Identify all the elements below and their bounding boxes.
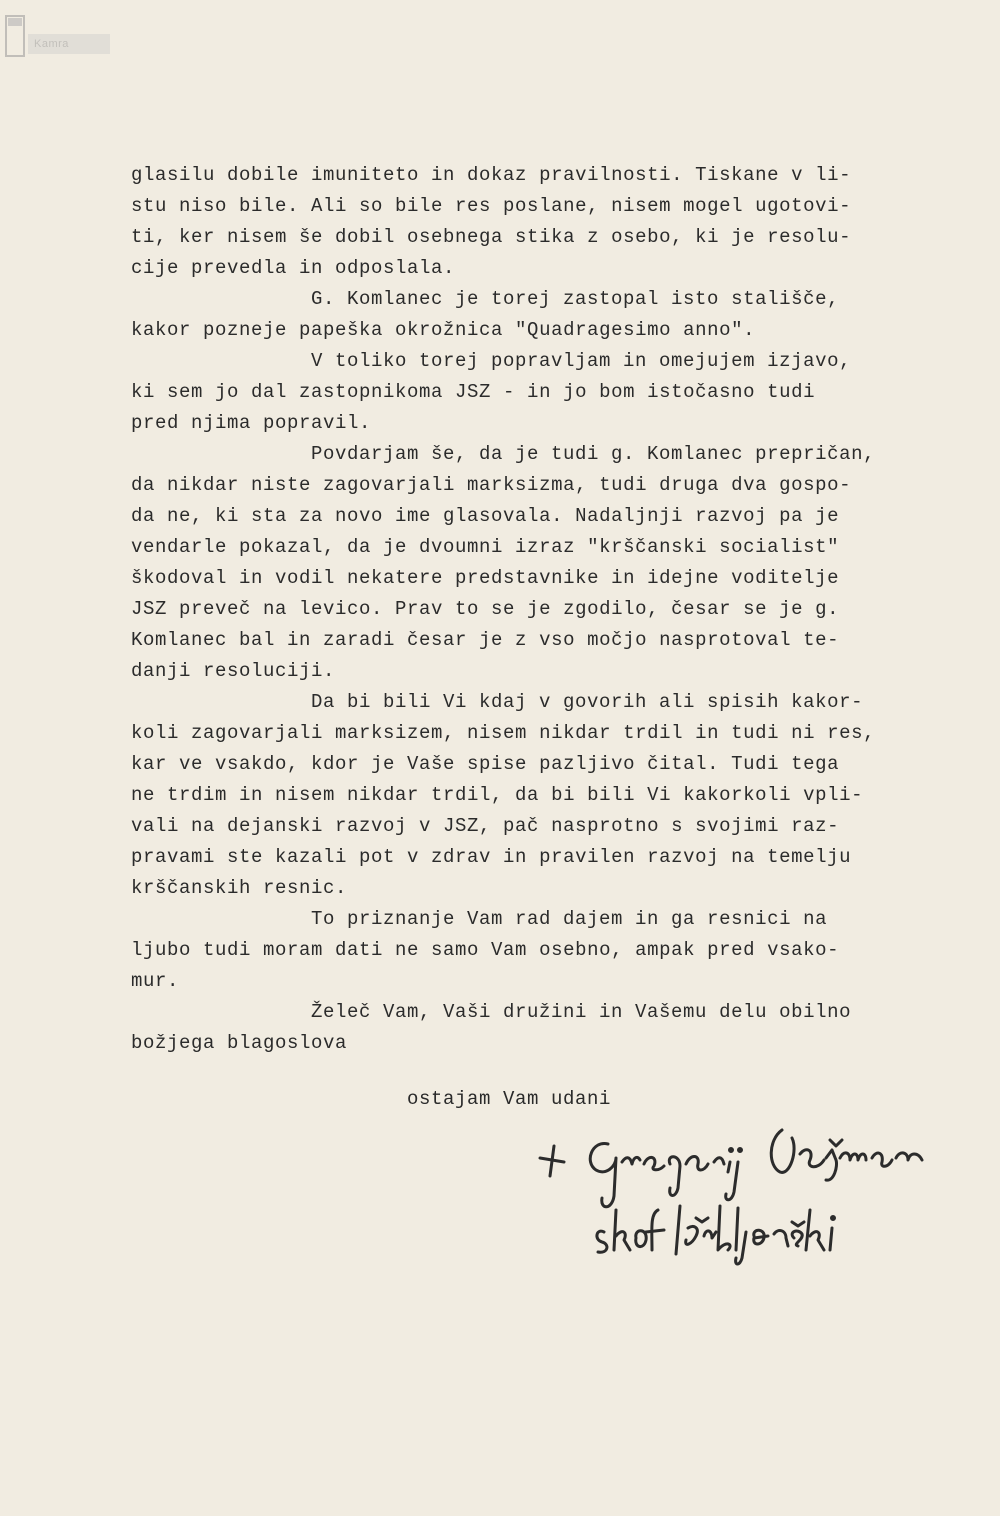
letter-line: vali na dejanski razvoj v JSZ, pač nasprotno s svojimi raz-	[131, 815, 840, 837]
letter-line: da nikdar niste zagovarjali marksizma, tudi druga dva gospo-	[131, 474, 852, 496]
letter-line: JSZ preveč na levico. Prav to se je zgodilo, česar se je g.	[131, 598, 840, 620]
letter-line: krščanskih resnic.	[131, 877, 348, 899]
letter-line: koli zagovarjali marksizem, nisem nikdar trdil in tudi ni res,	[131, 722, 876, 744]
letter-line: Komlanec bal in zaradi česar je z vso močjo nasprotoval te-	[131, 629, 840, 651]
letter-line: ljubo tudi moram dati ne samo Vam osebno, ampak pred vsako-	[131, 939, 840, 961]
closing-line: ostajam Vam udani	[407, 1088, 612, 1110]
letter-line: ki sem jo dal zastopnikoma JSZ - in jo bom istočasno tudi	[131, 381, 816, 403]
letter-line: vendarle pokazal, da je dvoumni izraz "krščanski socialist"	[131, 536, 840, 558]
letter-line: kakor pozneje papeška okrožnica "Quadragesimo anno".	[131, 319, 756, 341]
letter-line: pred njima popravil.	[131, 412, 372, 434]
watermark-text: Kamra	[34, 38, 69, 50]
letter-line: Želeč Vam, Vaši družini in Vašemu delu obilno	[311, 1001, 852, 1023]
letter-line: Povdarjam še, da je tudi g. Komlanec prepričan,	[311, 443, 876, 465]
handwritten-signature	[530, 1110, 970, 1270]
letter-body	[131, 160, 921, 1059]
letter-line: škodoval in vodil nekatere predstavnike in idejne voditelje	[131, 567, 840, 589]
letter-line: Da bi bili Vi kdaj v govorih ali spisih kakor-	[311, 691, 864, 713]
watermark-logo-icon	[4, 4, 124, 60]
letter-line: kar ve vsakdo, kdor je Vaše spise pazljivo čital. Tudi tega	[131, 753, 840, 775]
signature-icon	[530, 1110, 970, 1270]
letter-line: G. Komlanec je torej zastopal isto stališče,	[311, 288, 840, 310]
letter-line: danji resoluciji.	[131, 660, 336, 682]
archive-watermark	[4, 4, 124, 60]
letter-line: ti, ker nisem še dobil osebnega stika z osebo, ki je resolu-	[131, 226, 852, 248]
letter-line: božjega blagoslova	[131, 1032, 348, 1054]
letter-line: mur.	[131, 970, 180, 992]
letter-line: ne trdim in nisem nikdar trdil, da bi bili Vi kakorkoli vpli-	[131, 784, 864, 806]
letter-line: da ne, ki sta za novo ime glasovala. Nadaljnji razvoj pa je	[131, 505, 840, 527]
letter-line: To priznanje Vam rad dajem in ga resnici na	[311, 908, 828, 930]
letter-line: pravami ste kazali pot v zdrav in pravilen razvoj na temelju	[131, 846, 852, 868]
letter-line: cije prevedla in odposlala.	[131, 257, 456, 279]
letter-line: glasilu dobile imuniteto in dokaz pravilnosti. Tiskane v li-	[131, 164, 852, 186]
letter-line: stu niso bile. Ali so bile res poslane, nisem mogel ugotovi-	[131, 195, 852, 217]
letter-line: V toliko torej popravljam in omejujem izjavo,	[311, 350, 852, 372]
